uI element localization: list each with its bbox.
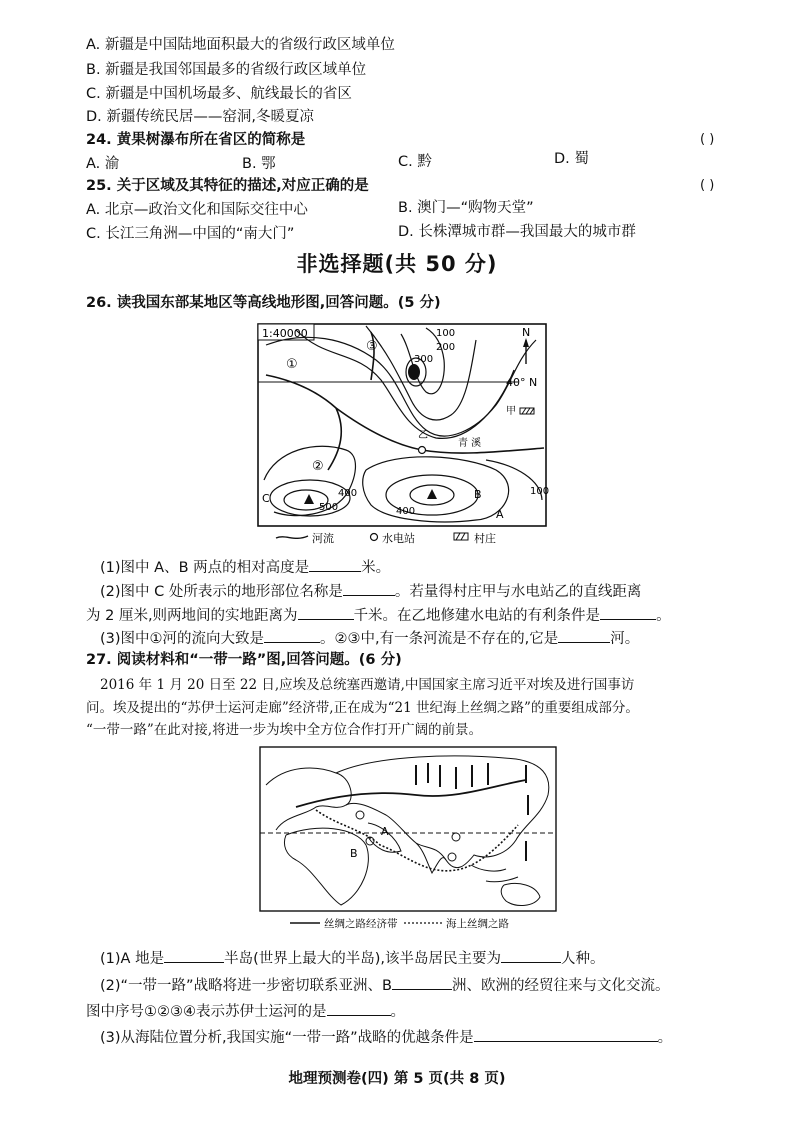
- point-a-label: A: [496, 508, 504, 521]
- q27-sub2-text-b: 洲、欧洲的经贸往来与文化交流。: [452, 978, 670, 994]
- point-c-label: C: [262, 492, 270, 505]
- q26-answer-2c[interactable]: [600, 605, 656, 620]
- q25-answer-paren[interactable]: ( ): [700, 178, 715, 193]
- contour-label-300: 300: [414, 354, 434, 365]
- q23-option-c: C. 新疆是中国机场最多、航线最长的省区: [86, 86, 352, 102]
- q23-option-b: B. 新疆是我国邻国最多的省级行政区域单位: [86, 62, 367, 78]
- q25-option-d: D. 长株潭城市群—我国最大的城市群: [398, 224, 636, 240]
- contour-label-200: 200: [436, 342, 456, 353]
- q26-sub2-text-d: 千米。在乙地修建水电站的有利条件是: [353, 608, 601, 624]
- q26-sub3-text-c: 河。: [610, 631, 640, 647]
- q27-stem: 27. 阅读材料和“一带一路”图,回答问题。(6 分): [86, 652, 402, 668]
- q26-sub1-text-b: 米。: [361, 560, 391, 576]
- map-scale: 1:40000: [262, 327, 308, 340]
- river-name: 青 溪: [458, 438, 482, 449]
- contour-label-500: 500: [319, 502, 339, 513]
- q24-option-b: B. 鄂: [242, 156, 276, 172]
- q24-stem: 24. 黄果树瀑布所在省区的简称是: [86, 132, 306, 148]
- q26-sub1: [100, 556, 390, 577]
- q26-sub2-text-e: 。: [656, 608, 671, 624]
- q26-answer-2a[interactable]: [343, 581, 395, 596]
- q24-option-c: C. 黔: [398, 154, 432, 170]
- point-b-label: B: [474, 488, 482, 501]
- q27-answer-3[interactable]: [474, 1027, 658, 1042]
- q26-sub2-text-a: (2)图中 C 处所表示的地形部位名称是: [100, 584, 343, 600]
- river-3-label: ③: [366, 339, 378, 354]
- q26-sub3-text-a: (3)图中①河的流向大致是: [100, 631, 265, 647]
- village-label: 甲: [506, 406, 516, 417]
- q27-answer-1b[interactable]: [501, 948, 561, 963]
- q25-option-a: A. 北京—政治文化和国际交往中心: [86, 202, 308, 218]
- q26-answer-3a[interactable]: [264, 628, 320, 643]
- q27-sub3: [100, 1026, 672, 1047]
- contour-label-100-top: 100: [436, 328, 456, 339]
- q23-option-d: D. 新疆传统民居——窑洞,冬暖夏凉: [86, 109, 314, 125]
- q27-answer-2b[interactable]: [327, 1001, 391, 1016]
- map-label-b: B: [350, 847, 358, 860]
- q27-sub2-text-c: 图中序号①②③④表示苏伊士运河的是: [86, 1004, 327, 1020]
- q26-sub1-text-a: (1)图中 A、B 两点的相对高度是: [100, 560, 310, 576]
- q27-sub1-text-b: 半岛(世界上最大的半岛),该半岛居民主要为: [224, 951, 501, 967]
- q26-sub3: [100, 627, 639, 648]
- q26-stem: 26. 读我国东部某地区等高线地形图,回答问题。(5 分): [86, 295, 441, 311]
- q27-answer-2a[interactable]: [392, 975, 452, 990]
- legend-river: 河流: [312, 532, 334, 545]
- q27-sub2: [100, 974, 670, 995]
- q27-sub2-text-a: (2)“一带一路”战略将进一步密切联系亚洲、B: [100, 978, 393, 994]
- q27-material-line-1: 2016 年 1 月 20 日至 22 日,应埃及总统塞西邀请,中国国家主席习近平对埃及进行国事访: [100, 677, 635, 693]
- legend-land-road: 丝绸之路经济带: [324, 918, 398, 930]
- legend-station: 水电站: [382, 532, 415, 545]
- belt-road-map: [256, 745, 560, 933]
- q26-sub2-text-c: 为 2 厘米,则两地间的实地距离为: [86, 608, 298, 624]
- contour-map: [246, 320, 558, 552]
- q24-option-d: D. 蜀: [554, 151, 589, 167]
- river-2-label: ②: [312, 459, 324, 474]
- q27-sub1: [100, 947, 605, 968]
- q24-option-a: A. 渝: [86, 156, 120, 172]
- q26-answer-3b[interactable]: [558, 628, 610, 643]
- station-label: 乙: [418, 430, 428, 441]
- q26-sub3-text-b: 。②③中,有一条河流是不存在的,它是: [320, 631, 559, 647]
- map-label-a: A: [381, 825, 389, 838]
- contour-label-100-right: 100: [530, 486, 550, 497]
- q26-answer-2b[interactable]: [298, 605, 354, 620]
- q27-sub2-cont: [86, 1000, 405, 1021]
- section-title: 非选择题(共 50 分): [296, 252, 498, 276]
- north-label: N: [522, 326, 531, 339]
- q25-option-c: C. 长江三角洲—中国的“南大门”: [86, 226, 295, 242]
- q27-sub2-text-d: 。: [390, 1004, 405, 1020]
- latitude-label: 40° N: [506, 376, 538, 389]
- q27-sub3-text-b: 。: [657, 1030, 673, 1046]
- q26-sub2-cont: [86, 604, 671, 625]
- legend-sea-road: 海上丝绸之路: [446, 918, 509, 930]
- legend-village: 村庄: [474, 532, 496, 545]
- contour-label-400-left: 400: [338, 488, 358, 499]
- page-footer: 地理预测卷(四) 第 5 页(共 8 页): [288, 1071, 506, 1087]
- q27-material-line-3: “一带一路”在此对接,将进一步为埃中全方位合作打开广阔的前景。: [86, 722, 483, 738]
- contour-label-400-mid: 400: [396, 506, 416, 517]
- q24-answer-paren[interactable]: ( ): [700, 132, 715, 147]
- q25-option-b: B. 澳门—“购物天堂”: [398, 200, 534, 216]
- q23-option-a: A. 新疆是中国陆地面积最大的省级行政区域单位: [86, 37, 395, 53]
- q27-answer-1a[interactable]: [164, 948, 224, 963]
- river-1-label: ①: [286, 357, 298, 372]
- q27-sub3-text-a: (3)从海陆位置分析,我国实施“一带一路”战略的优越条件是: [100, 1030, 474, 1046]
- q27-sub1-text-c: 人种。: [561, 951, 605, 967]
- q26-sub2: [100, 580, 641, 601]
- q25-stem: 25. 关于区域及其特征的描述,对应正确的是: [86, 178, 369, 194]
- q26-sub2-text-b: 。若量得村庄甲与水电站乙的直线距离: [394, 584, 642, 600]
- q27-sub1-text-a: (1)A 地是: [100, 951, 165, 967]
- q26-answer-1[interactable]: [309, 557, 361, 572]
- q27-material-line-2: 问。埃及提出的“苏伊士运河走廊”经济带,正在成为“21 世纪海上丝绸之路”的重要组成部分。: [86, 700, 639, 716]
